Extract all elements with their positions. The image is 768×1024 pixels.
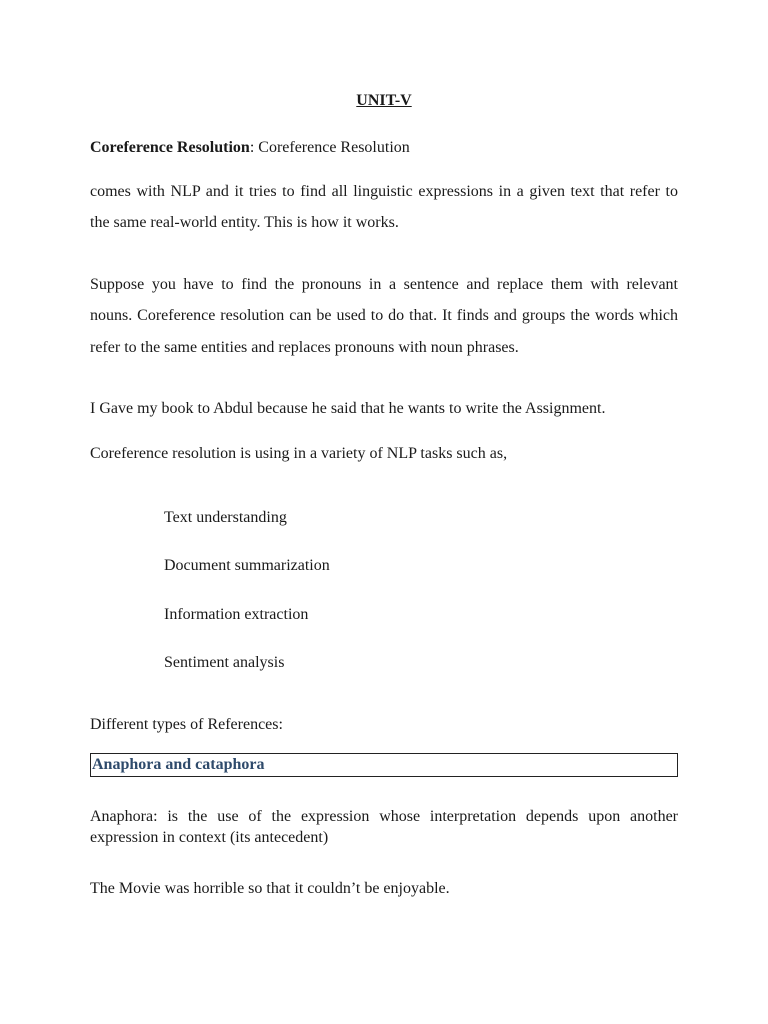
boxed-heading <box>90 753 678 777</box>
tasks-intro: Coreference resolution is using in a variety of NLP tasks such as, <box>90 445 508 462</box>
list-item: Text understanding <box>164 509 287 526</box>
intro-line <box>90 137 678 159</box>
example-sentence-1: I Gave my book to Abdul because he said that he wants to write the Assignment. <box>90 400 606 417</box>
intro-term: Coreference Resolution <box>90 139 250 156</box>
paragraph-2-line-1: Suppose you have to find the pronouns in a sentence and replace them with relevant <box>90 276 678 293</box>
paragraph-2-line-2: nouns. Coreference resolution can be used to do that. It finds and groups the words which <box>90 307 678 324</box>
list-item: Information extraction <box>164 606 309 623</box>
example-sentence-2: The Movie was horrible so that it couldn’t be enjoyable. <box>90 880 450 897</box>
paragraph-2-line-3: refer to the same entities and replaces pronouns with noun phrases. <box>90 339 519 356</box>
paragraph-1-line-1: comes with NLP and it tries to find all linguistic expressions in a given text that refer to <box>90 183 678 200</box>
references-heading: Different types of References: <box>90 716 283 733</box>
intro-separator: : <box>249 139 259 156</box>
anaphora-definition-line-2: expression in context (its antecedent) <box>90 829 329 846</box>
list-item: Document summarization <box>164 557 330 574</box>
page-title: UNIT-V <box>356 92 412 109</box>
boxed-heading-text: Anaphora and cataphora <box>92 756 265 773</box>
paragraph-1-line-2: the same real-world entity. This is how it works. <box>90 214 399 231</box>
list-item: Sentiment analysis <box>164 654 285 671</box>
anaphora-definition-line-1: Anaphora: is the use of the expression whose interpretation depends upon another <box>90 808 678 825</box>
intro-rest: Coreference Resolution <box>258 139 410 156</box>
